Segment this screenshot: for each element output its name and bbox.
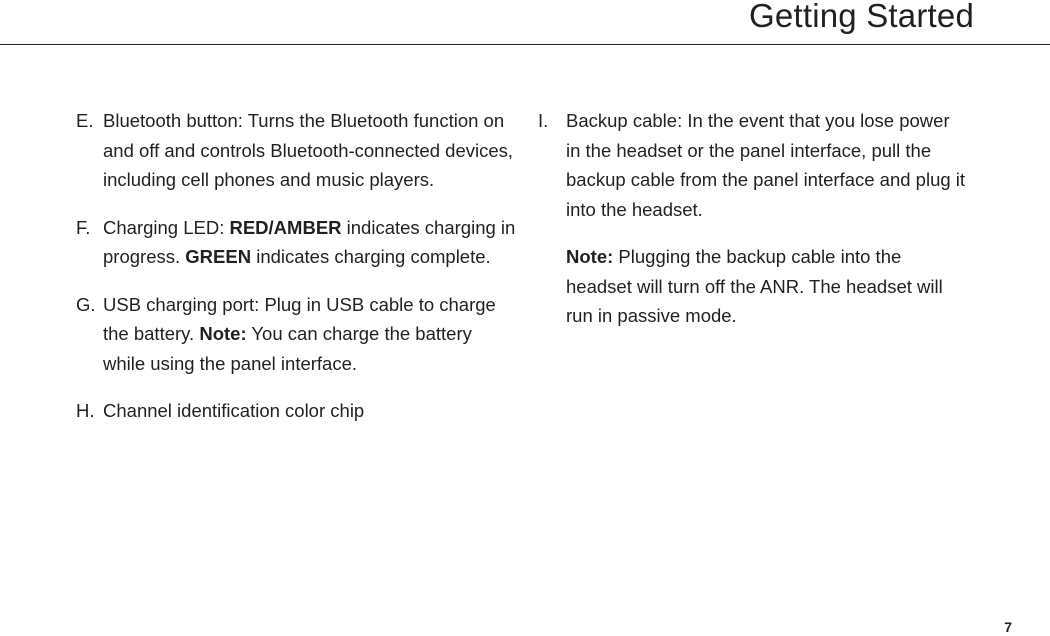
list-item-i — [538, 106, 968, 224]
left-column — [76, 106, 518, 444]
item-text — [103, 290, 518, 379]
right-column — [538, 106, 968, 331]
item-text: Bluetooth button: Turns the Bluetooth function on and off and controls Bluetooth-connected devices, including cell phones and music players. — [103, 110, 514, 190]
red-amber-label: RED/AMBER — [229, 216, 342, 238]
text-segment: indicates charging complete. — [251, 246, 491, 267]
page-number: 7 — [1004, 619, 1012, 635]
note-label: Note: — [566, 246, 614, 267]
item-letter: F. — [76, 216, 91, 238]
text-segment: You can charge the battery while using the panel interface. — [103, 323, 472, 374]
backup-cable-note — [566, 242, 968, 331]
item-letter: G. — [76, 293, 96, 315]
item-text — [103, 213, 518, 272]
note-label: Note: — [199, 323, 247, 344]
list-item-e — [76, 106, 518, 195]
page-title: Getting Started — [749, 0, 974, 34]
note-text: Plugging the backup cable into the headset will turn off the ANR. The headset will run in passive mode. — [566, 246, 943, 326]
list-item-g — [76, 290, 518, 379]
item-text: Backup cable: In the event that you lose power in the headset or the panel interface, pull the backup cable from the panel interface and plug it into the headset. — [566, 110, 966, 220]
list-item-f — [76, 213, 518, 272]
text-segment: indicates charging in progress. — [103, 216, 516, 267]
header-divider — [0, 44, 1050, 45]
item-letter: E. — [76, 110, 94, 131]
list-item-h — [76, 396, 518, 426]
item-letter: H. — [76, 400, 95, 421]
item-text: Channel identification color chip — [103, 400, 365, 421]
text-segment: USB charging port: Plug in USB cable to charge the battery. — [103, 293, 496, 344]
green-label: GREEN — [185, 246, 252, 267]
text-segment: Charging LED: — [103, 216, 230, 238]
item-letter: I. — [538, 110, 549, 131]
